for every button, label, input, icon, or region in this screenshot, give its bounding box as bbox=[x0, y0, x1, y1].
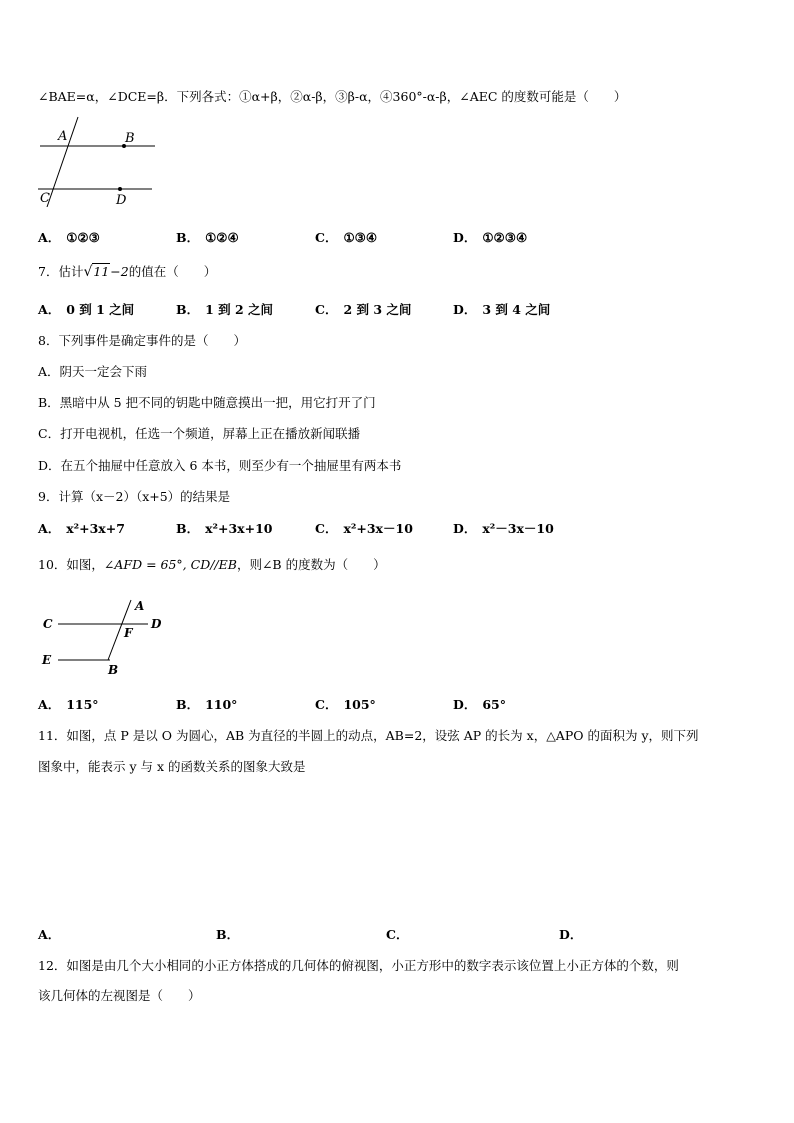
q9-option-a: A． x²+3x+7 bbox=[38, 521, 125, 536]
q6-stem: ∠BAE=α，∠DCE=β．下列各式：①α+β，②α-β，③β-α，④360°-α-β，∠AEC 的度数可能是（ ） bbox=[38, 89, 627, 104]
q12-stem-line2: 该几何体的左视图是（ ） bbox=[38, 988, 201, 1003]
q8-option-d: D．在五个抽屉中任意放入 6 本书，则至少有一个抽屉里有两本书 bbox=[38, 458, 402, 473]
q10-label-c: C bbox=[43, 617, 53, 631]
q6-label-d: D bbox=[116, 193, 127, 207]
q6-option-b: B． ①②④ bbox=[176, 230, 239, 245]
q10-option-c: C． 105° bbox=[315, 697, 376, 712]
q11-option-c: C． bbox=[386, 927, 409, 942]
q10-label-a: A bbox=[135, 599, 145, 613]
q7-option-c: C． 2 到 3 之间 bbox=[315, 302, 412, 317]
q11-stem-line1: 11．如图，点 P 是以 O 为圆心，AB 为直径的半圆上的动点，AB=2，设弦 AP 的长为 x，△APO 的面积为 y，则下列 bbox=[38, 728, 699, 743]
q7-stem: 7．估计√11−2的值在（ ） bbox=[38, 264, 217, 280]
q6-figure bbox=[30, 112, 160, 207]
q10-label-b: B bbox=[108, 663, 119, 677]
q10-option-a: A． 115° bbox=[38, 697, 99, 712]
q9-option-d: D． x²－3x－10 bbox=[453, 521, 554, 536]
q6-point-d bbox=[118, 187, 122, 191]
q10-option-b: B． 110° bbox=[176, 697, 238, 712]
q9-option-b: B． x²+3x+10 bbox=[176, 521, 273, 536]
q9-stem: 9．计算（x－2）（x+5）的结果是 bbox=[38, 489, 231, 504]
q6-option-d: D． ①②③④ bbox=[453, 230, 528, 245]
q8-option-c: C．打开电视机，任选一个频道，屏幕上正在播放新闻联播 bbox=[38, 426, 361, 441]
q6-option-a: A． ①②③ bbox=[38, 230, 100, 245]
q11-option-b: B． bbox=[216, 927, 240, 942]
q10-label-d: D bbox=[151, 617, 162, 631]
q10-stem: 10．如图，∠AFD = 65°, CD//EB，则∠B 的度数为（ ） bbox=[38, 557, 386, 572]
q8-stem: 8．下列事件是确定事件的是（ ） bbox=[38, 333, 246, 348]
q10-label-e: E bbox=[42, 653, 52, 667]
q10-figure bbox=[38, 596, 168, 680]
q7-radical: √11 bbox=[83, 264, 110, 280]
q6-option-c: C． ①③④ bbox=[315, 230, 378, 245]
q6-label-c: C bbox=[40, 191, 50, 206]
q8-option-b: B．黑暗中从 5 把不同的钥匙中随意摸出一把，用它打开了门 bbox=[38, 395, 376, 410]
q11-stem-line2: 图象中，能表示 y 与 x 的函数关系的图象大致是 bbox=[38, 759, 306, 774]
q10-option-d: D． 65° bbox=[453, 697, 506, 712]
q10-math: ∠AFD = 65°, CD//EB bbox=[103, 557, 237, 572]
q7-option-a: A． 0 到 1 之间 bbox=[38, 302, 135, 317]
q10-label-f: F bbox=[124, 626, 133, 640]
q6-label-a: A bbox=[58, 129, 68, 144]
q8-option-a: A．阴天一定会下雨 bbox=[38, 364, 148, 379]
q12-stem-line1: 12．如图是由几个大小相同的小正方体搭成的几何体的俯视图，小正方形中的数字表示该位置上小正方体的个数，则 bbox=[38, 958, 679, 973]
q7-option-d: D． 3 到 4 之间 bbox=[453, 302, 551, 317]
q9-option-c: C． x²+3x－10 bbox=[315, 521, 413, 536]
q11-option-a: A． bbox=[38, 927, 61, 942]
q7-option-b: B． 1 到 2 之间 bbox=[176, 302, 274, 317]
q11-option-d: D． bbox=[559, 927, 583, 942]
q6-label-b: B bbox=[125, 131, 135, 146]
